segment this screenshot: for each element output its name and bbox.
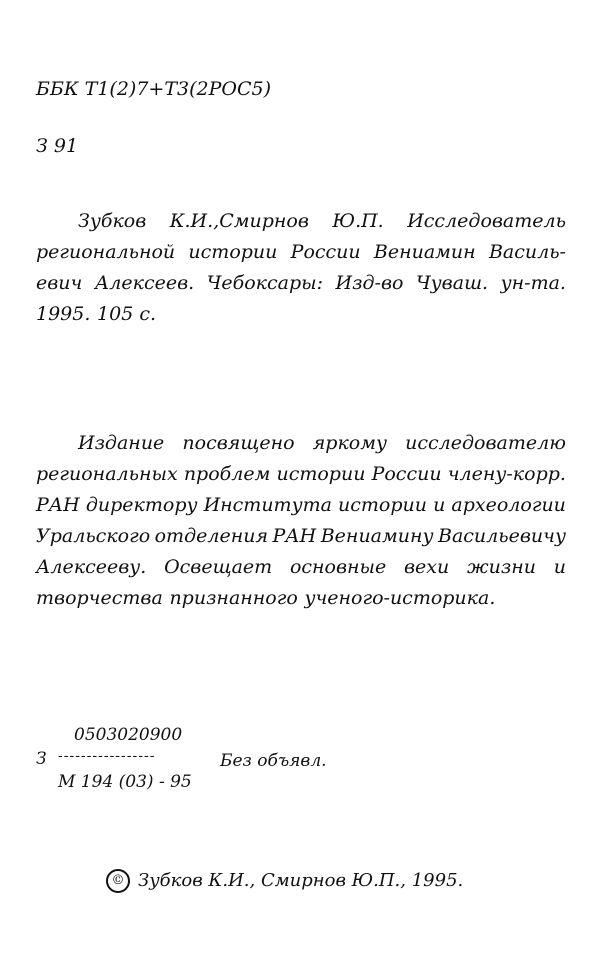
- word: основные: [289, 556, 387, 578]
- word: Чебоксары:: [206, 272, 324, 294]
- word: России: [371, 463, 442, 485]
- word: Института: [203, 494, 332, 516]
- catalog-number: 0503020900: [74, 725, 183, 745]
- catalog-code: М 194 (03) - 95: [58, 772, 192, 792]
- word: и: [553, 556, 566, 578]
- index-code: З 91: [36, 135, 79, 157]
- annotation-row: [36, 463, 566, 494]
- bib-row: [36, 272, 566, 303]
- word: Освещает: [164, 556, 273, 578]
- annotation-row: [36, 587, 566, 618]
- copyright-text: Зубков К.И., Смирнов Ю.П., 1995.: [138, 870, 464, 891]
- annotation-row: [36, 432, 566, 463]
- word: посвящено: [182, 432, 295, 454]
- word: Ю.П.: [332, 210, 384, 232]
- word: археологии: [451, 494, 566, 516]
- word: отделения: [154, 525, 269, 547]
- word: Исследователь: [407, 210, 566, 232]
- word: яркому: [312, 432, 388, 454]
- word: 1995.: [36, 303, 91, 325]
- catalog-note: Без объявл.: [220, 751, 327, 771]
- word: вехи: [404, 556, 450, 578]
- word: Чуваш.: [415, 272, 489, 294]
- word: и: [433, 494, 446, 516]
- word: творчества: [36, 587, 163, 609]
- bib-row: [36, 210, 566, 241]
- annotation-row: [36, 525, 566, 556]
- word: истории: [188, 241, 278, 263]
- annotation-row: [36, 494, 566, 525]
- annotation: [36, 432, 566, 618]
- word: 105 с.: [97, 303, 157, 325]
- word: Васильевичу: [438, 525, 566, 547]
- word: члену-корр.: [447, 463, 566, 485]
- word: Алексеев.: [94, 272, 195, 294]
- word: ун-та.: [500, 272, 566, 294]
- word: признанного: [169, 587, 298, 609]
- annotation-row: [36, 556, 566, 587]
- copyright-icon: ©: [106, 869, 130, 893]
- word: ученого-историка.: [304, 587, 496, 609]
- copyright-line: [106, 869, 463, 893]
- word: евич: [36, 272, 83, 294]
- word: жизни: [467, 556, 536, 578]
- bib-row: [36, 303, 566, 334]
- word: РАН: [36, 494, 80, 516]
- word: Издание: [78, 432, 165, 454]
- word: истории: [338, 494, 428, 516]
- catalog-dash-line: -----------------: [58, 748, 156, 764]
- catalog-letter: З: [36, 749, 47, 769]
- word: Василь-: [488, 241, 566, 263]
- word: Зубков: [78, 210, 147, 232]
- word: истории: [276, 463, 366, 485]
- bbk-line: ББК Т1(2)7+Т3(2РОС5): [36, 78, 272, 100]
- word: региональных: [36, 463, 178, 485]
- word: проблем: [183, 463, 271, 485]
- word: РАН: [272, 525, 317, 547]
- word: К.И.,Смирнов: [169, 210, 309, 232]
- word: директору: [85, 494, 198, 516]
- word: Вениамину: [320, 525, 434, 547]
- bibliographic-description: [36, 210, 566, 334]
- bib-row: [36, 241, 566, 272]
- word: Уральского: [36, 525, 151, 547]
- word: Вениамин: [373, 241, 476, 263]
- word: России: [290, 241, 361, 263]
- word: Алексееву.: [36, 556, 147, 578]
- word: региональной: [36, 241, 176, 263]
- word: Изд-во: [335, 272, 404, 294]
- word: исследователю: [405, 432, 566, 454]
